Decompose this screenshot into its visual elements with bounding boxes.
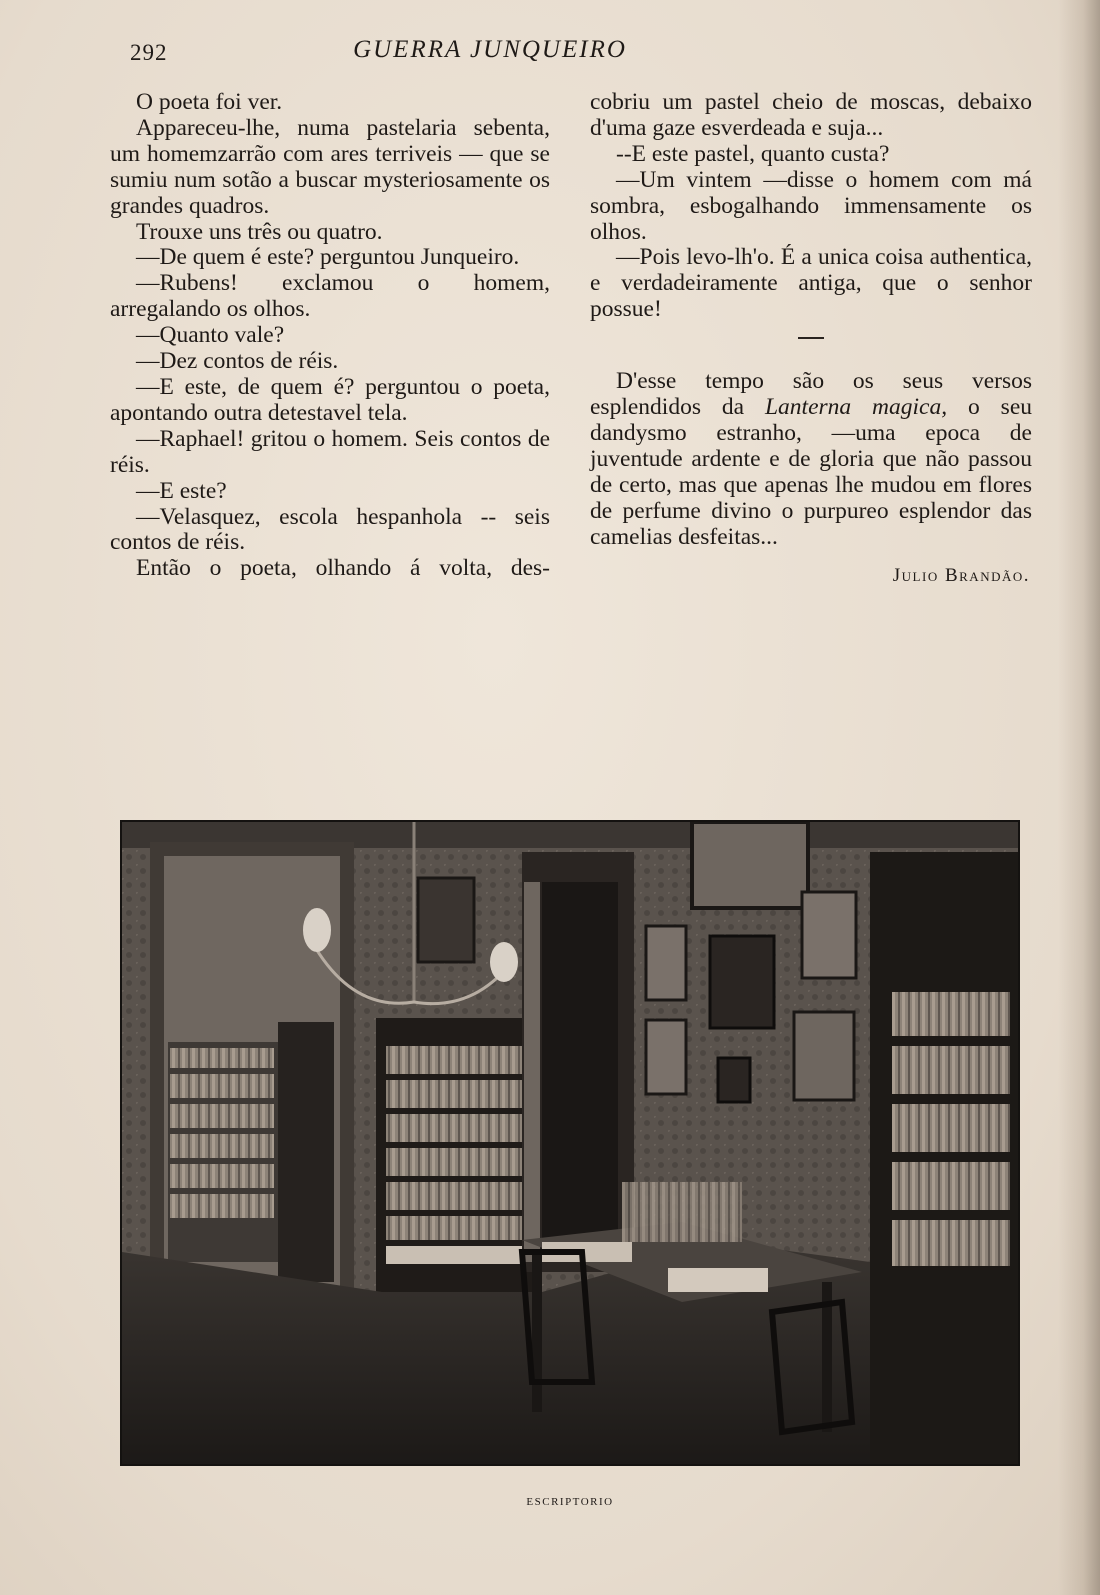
paragraph: —Dez contos de réis.: [136, 348, 339, 375]
paragraph: —Pois levo-lh'o. É a unica coisa authentica, e verdadeiramente antiga, que o senhor possue!: [590, 244, 1032, 323]
paragraph: —De quem é este? perguntou Junqueiro.: [136, 244, 520, 271]
page-edge-shadow: [1058, 0, 1100, 1595]
paragraph: —Velasquez, escola hespanhola -- seis contos de réis.: [110, 503, 550, 556]
left-column: [110, 90, 550, 582]
paragraph: Trouxe uns três ou quatro.: [136, 218, 383, 245]
continuation-paragraph: cobriu um pastel cheio de moscas, debaixo d'uma gaze esverdeada e suja...: [590, 89, 1032, 141]
book-title: Lanterna magica,: [764, 394, 948, 421]
paragraph: —Um vintem —disse o homem com má sombra, esbogalhando immensamente os olhos.: [590, 166, 1032, 245]
paragraph: —Quanto vale?: [136, 322, 285, 349]
photo-caption: ESCRIPTORIO: [526, 1496, 614, 1508]
author-signature: Julio Brandão.: [892, 564, 1030, 586]
closing-paragraph: [590, 369, 1032, 550]
paragraph: —Rubens! exclamou o homem, arregalando os olhos.: [110, 270, 550, 323]
paragraph: —E este, de quem é? perguntou o poeta, apontando outra detestavel tela.: [110, 373, 550, 426]
paragraph: O poeta foi ver.: [136, 89, 283, 115]
paragraph: --E este pastel, quanto custa?: [616, 140, 890, 167]
right-column: [590, 90, 1032, 588]
closing-text-after: o seu dandysmo estranho, —uma epoca de juventude ardente e de gloria que não passou de certo, mas que apenas lhe mudou em flores de perfume divino o purpureo esplendor das camelias desfeitas...: [590, 394, 1033, 550]
paragraph: —Raphael! gritou o homem. Seis contos de réis.: [110, 425, 550, 478]
closing-text-before: D'esse tempo são os seus versos esplendidos da: [590, 368, 1032, 421]
paragraph: —E este?: [136, 477, 227, 504]
section-separator: [798, 337, 824, 339]
page-number: 292: [130, 40, 168, 65]
running-title: GUERRA JUNQUEIRO: [353, 36, 627, 63]
paragraph: Então o poeta, olhando á volta, des-: [136, 555, 550, 582]
paragraph: Appareceu-lhe, numa pastelaria sebenta, um homemzarrão com ares terriveis — que se sumiu num sotão a buscar mysteriosamente os grandes quadros.: [110, 114, 550, 219]
running-head: [130, 36, 1010, 70]
study-photograph: [120, 820, 1020, 1466]
